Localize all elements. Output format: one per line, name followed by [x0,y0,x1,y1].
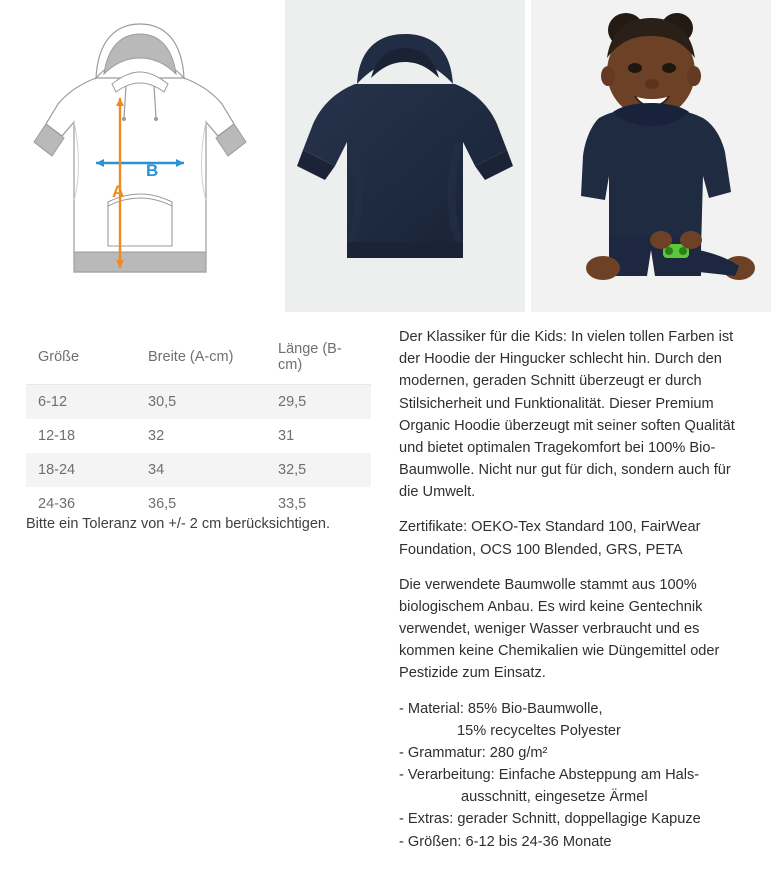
spec-material-line-2: 15% recyceltes Polyester [457,722,621,739]
spec-verarbeitung-line-2-wrapper [399,786,751,808]
size-table [26,332,371,521]
navy-hoodie-graphic [295,26,515,286]
product-description [399,326,751,853]
label-b: B [146,161,159,180]
size-table-header-size: Größe [26,332,136,385]
description-paragraph-3: Die verwendete Baumwolle stammt aus 100% biologischem Anbau. Es wird keine Gentechnik verwendet, weniger Wasser verbraucht und es kommen keine Chemikalien wie Düngemittel oder Pestizide zum Einsatz. [399,576,720,682]
cell-size: 6-12 [38,394,68,410]
cell-size: 12-18 [38,428,76,444]
description-paragraph-1: Der Klassiker für die Kids: In vielen tollen Farben ist der Hoodie der Hingucker schlecht hin. Durch den modernen, geraden Schnitt überzeugt er durch Stilsicherheit und Funktionalität. Dieser Premium Organic Hoodie überzeugt mit seiner soften Qualität und bietet optimalen Tragekomfort bei 100% Bio-Baumwolle. Nicht nur gut für dich, sondern auch für die Umwelt. [399,329,735,501]
spec-verarbeitung-line-1: - Verarbeitung: Einfache Absteppung am Hals- [399,767,700,784]
cell-length: 29,5 [278,394,307,410]
cell-size: 24-36 [38,496,76,512]
tolerance-note: Bitte ein Toleranz von +/- 2 cm berücksichtigen. [26,516,330,532]
spec-material-line-2-wrapper [399,720,751,742]
size-table-header-length: Länge (B-cm) [266,332,371,385]
cell-length: 32,5 [278,462,307,478]
size-table-header-row [26,332,371,385]
spec-material-line-1: - Material: 85% Bio-Baumwolle, [399,700,603,717]
flat-product-image [285,0,525,312]
product-image-strip [0,0,777,312]
table-row [26,453,371,487]
table-row [26,385,371,420]
cell-length: 31 [278,428,295,444]
cell-width: 32 [148,428,165,444]
table-row [26,419,371,453]
cell-width: 36,5 [148,496,177,512]
technical-drawing-card [0,0,279,312]
spec-extras: - Extras: gerader Schnitt, doppellagige Kapuze [399,811,701,828]
toddler-model-graphic [531,0,771,312]
spec-verarbeitung-line-2: ausschnitt, eingesetze Ärmel [461,789,648,806]
technical-drawing-icon [0,0,279,312]
cell-length: 33,5 [278,496,307,512]
cell-size: 18-24 [38,462,76,478]
cell-width: 34 [148,462,165,478]
description-certificates: Zertifikate: OEKO-Tex Standard 100, FairWear Foundation, OCS 100 Blended, GRS, PETA [399,519,701,558]
size-table-header-width: Breite (A-cm) [136,332,266,385]
spec-groessen: - Größen: 6-12 bis 24-36 Monate [399,833,612,850]
spec-list [399,698,751,853]
label-a: A [112,182,125,201]
spec-grammatur: - Grammatur: 280 g/m² [399,744,548,761]
cell-width: 30,5 [148,394,177,410]
model-product-image [531,0,771,312]
